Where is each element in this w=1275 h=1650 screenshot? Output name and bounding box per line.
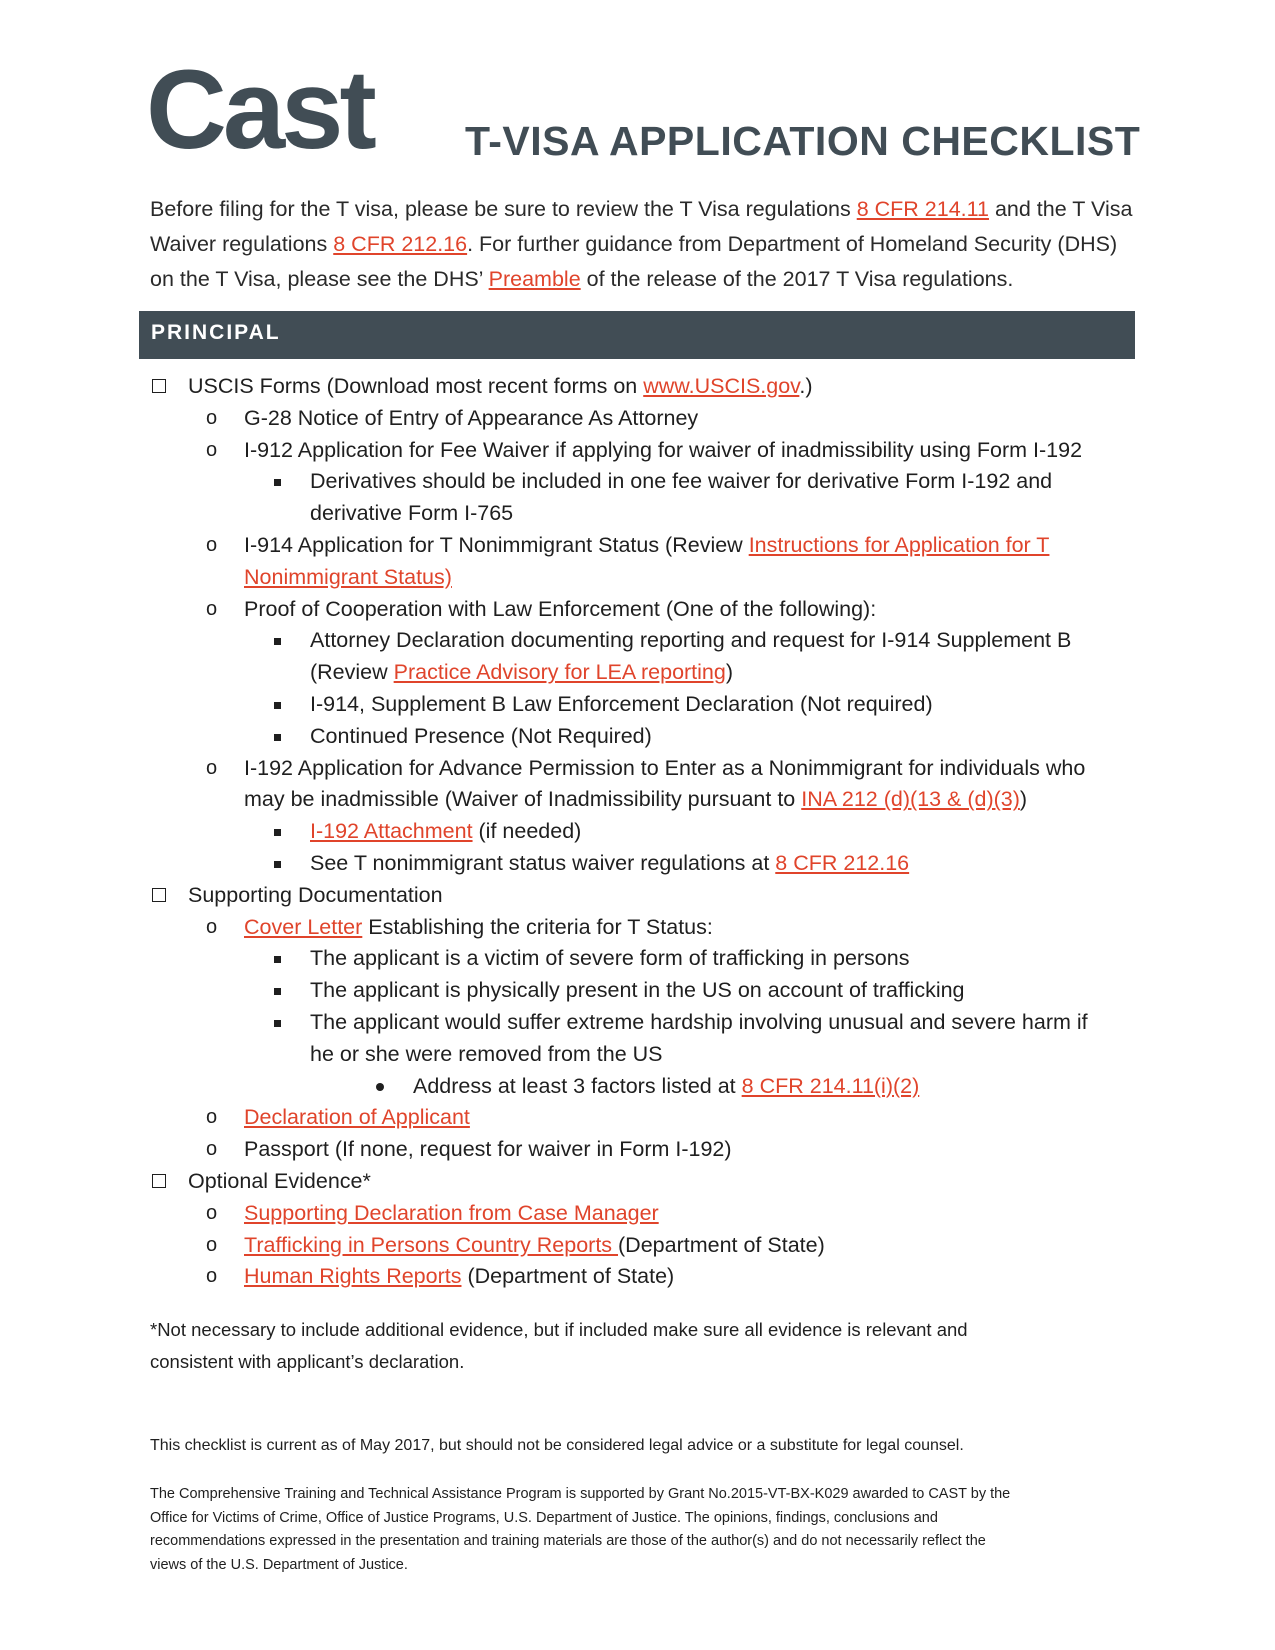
list-item xyxy=(150,1102,1140,1134)
list-item xyxy=(150,435,1140,467)
item-text: Continued Presence (Not Required) xyxy=(310,723,652,748)
link-uscis-gov[interactable]: www.USCIS.gov xyxy=(643,374,800,398)
item-text: Passport (If none, request for waiver in Form I-192) xyxy=(244,1137,732,1162)
circle-bullet-icon: o xyxy=(206,1106,218,1129)
link-i192-attachment[interactable]: I-192 Attachment xyxy=(310,819,473,844)
link-8cfr21216-waiver[interactable]: 8 CFR 212.16 xyxy=(775,850,910,875)
checklist-item-supporting-documentation xyxy=(150,880,1140,912)
link-8cfr21411i2[interactable]: 8 CFR 214.11(i)(2) xyxy=(741,1073,920,1098)
item-text: USCIS Forms (Download most recent forms on xyxy=(188,374,644,398)
circle-bullet-icon: o xyxy=(206,597,218,620)
link-preamble[interactable]: Preamble xyxy=(488,267,581,291)
checklist-item-uscis-forms xyxy=(150,371,1140,403)
link-human-rights-reports[interactable]: Human Rights Reports xyxy=(244,1264,462,1289)
checkbox-icon[interactable] xyxy=(152,1174,166,1188)
list-item xyxy=(150,466,1140,498)
item-text: The applicant would suffer extreme hardship involving unusual and severe harm if xyxy=(310,1009,1088,1034)
item-text: he or she were removed from the US xyxy=(310,1041,663,1066)
item-text: Proof of Cooperation with Law Enforcement (One of the following): xyxy=(244,596,877,621)
footnote-line: consistent with applicant’s declaration. xyxy=(150,1351,465,1372)
list-item xyxy=(150,530,1140,562)
item-text: Optional Evidence* xyxy=(188,1168,371,1193)
list-item xyxy=(150,943,1140,975)
footnote-line: *Not necessary to include additional evidence, but if included make sure all evidence is relevant and xyxy=(150,1319,968,1340)
link-8cfr21216[interactable]: 8 CFR 212.16 xyxy=(333,232,468,256)
link-ina-212[interactable]: INA 212 (d)(13 & (d)(3) xyxy=(801,787,1020,812)
item-text: derivative Form I-765 xyxy=(310,501,514,526)
list-item xyxy=(150,403,1140,435)
circle-bullet-icon: o xyxy=(206,915,218,938)
item-text: may be inadmissible (Waiver of Inadmissibility pursuant to xyxy=(244,787,802,812)
link-case-manager-declaration[interactable]: Supporting Declaration from Case Manager xyxy=(244,1200,659,1225)
square-bullet-icon xyxy=(274,988,281,995)
circle-bullet-icon: o xyxy=(206,533,218,556)
item-text: The applicant is physically present in the US on account of trafficking xyxy=(310,978,965,1003)
footnote xyxy=(150,1314,1140,1378)
item-text: Attorney Declaration documenting reporting and request for I-914 Supplement B xyxy=(310,628,1072,653)
square-bullet-icon xyxy=(274,734,281,741)
cast-logo: Cast xyxy=(146,47,373,172)
square-bullet-icon xyxy=(274,1020,281,1027)
circle-bullet-icon: o xyxy=(206,1138,218,1161)
item-text: (Department of State) xyxy=(461,1264,675,1289)
list-item xyxy=(150,594,1140,626)
item-text: I-914, Supplement B Law Enforcement Declaration (Not required) xyxy=(310,691,933,716)
disclaimer: This checklist is current as of May 2017, but should not be considered legal advice or a substitute for legal counsel. xyxy=(150,1437,964,1454)
list-item xyxy=(150,816,1140,848)
list-item xyxy=(150,1134,1140,1166)
item-text: See T nonimmigrant status waiver regulations at xyxy=(310,850,776,875)
item-text: (if needed) xyxy=(472,819,582,844)
square-bullet-icon xyxy=(274,702,281,709)
item-text: G-28 Notice of Entry of Appearance As Attorney xyxy=(244,405,699,430)
link-i914-instructions[interactable]: Instructions for Application for T xyxy=(748,532,1050,557)
square-bullet-icon xyxy=(274,861,281,868)
item-text: Address at least 3 factors listed at xyxy=(413,1073,742,1098)
funding-statement xyxy=(150,1483,1120,1577)
list-item xyxy=(150,1261,1140,1293)
list-item xyxy=(150,1007,1140,1039)
square-bullet-icon xyxy=(274,829,281,836)
link-declaration-of-applicant[interactable]: Declaration of Applicant xyxy=(244,1105,470,1130)
page-title: T-VISA APPLICATION CHECKLIST xyxy=(465,118,1141,164)
list-item xyxy=(150,721,1140,753)
item-text: .) xyxy=(799,374,813,398)
circle-bullet-icon: o xyxy=(206,406,218,429)
item-text: (Department of State) xyxy=(618,1232,825,1257)
checkbox-icon[interactable] xyxy=(152,379,166,393)
list-item-continued xyxy=(150,784,1140,816)
funding-line: Office for Victims of Crime, Office of Justice Programs, U.S. Department of Justice. The opinions, findings, conclusions and xyxy=(150,1509,938,1526)
link-practice-advisory[interactable]: Practice Advisory for LEA reporting xyxy=(393,660,726,685)
item-text: ) xyxy=(1019,787,1028,812)
item-text: I-192 Application for Advance Permission to Enter as a Nonimmigrant for individuals who xyxy=(244,755,1086,780)
checklist xyxy=(150,371,1140,1293)
square-bullet-icon xyxy=(274,638,281,645)
list-item xyxy=(150,1071,1140,1103)
list-item xyxy=(150,848,1140,880)
intro-text: and the T Visa Waiver regulations xyxy=(150,197,1133,256)
circle-bullet-icon: o xyxy=(206,438,218,461)
list-item-continued xyxy=(150,498,1140,530)
intro-text: of the release of the 2017 T Visa regulations. xyxy=(580,267,1014,291)
intro-paragraph xyxy=(150,192,1140,297)
item-text: (Review xyxy=(310,660,394,685)
list-item xyxy=(150,975,1140,1007)
list-item xyxy=(150,753,1140,785)
item-text: The applicant is a victim of severe form of trafficking in persons xyxy=(310,946,910,971)
funding-line: recommendations expressed in the presentation and training materials are those of the author(s) and do not necessarily reflect the xyxy=(150,1533,986,1549)
item-text: ) xyxy=(725,660,734,685)
link-i914-instructions[interactable]: Nonimmigrant Status) xyxy=(244,564,452,589)
section-title: PRINCIPAL xyxy=(151,321,281,344)
list-item xyxy=(150,625,1140,657)
list-item-continued xyxy=(150,562,1140,594)
item-text: I-912 Application for Fee Waiver if applying for waiver of inadmissibility using Form I-192 xyxy=(244,437,1083,462)
square-bullet-icon xyxy=(274,479,281,486)
circle-bullet-icon: o xyxy=(206,1233,218,1256)
item-text: I-914 Application for T Nonimmigrant Status (Review xyxy=(244,532,749,557)
link-cover-letter[interactable]: Cover Letter xyxy=(244,914,363,939)
section-banner xyxy=(139,311,1135,359)
circle-bullet-icon: o xyxy=(206,756,218,779)
circle-bullet-icon: o xyxy=(206,1201,218,1224)
checkbox-icon[interactable] xyxy=(152,888,166,902)
link-tip-reports[interactable]: Trafficking in Persons Country Reports xyxy=(244,1232,619,1257)
dot-bullet-icon xyxy=(376,1083,384,1091)
item-text: Derivatives should be included in one fee waiver for derivative Form I-192 and xyxy=(310,469,1053,494)
list-item-continued xyxy=(150,657,1140,689)
list-item xyxy=(150,1198,1140,1230)
list-item xyxy=(150,689,1140,721)
list-item xyxy=(150,912,1140,944)
list-item xyxy=(150,1230,1140,1262)
link-8cfr21411[interactable]: 8 CFR 214.11 xyxy=(856,197,989,221)
intro-text: Before filing for the T visa, please be sure to review the T Visa regulations xyxy=(150,197,857,221)
checklist-item-optional-evidence xyxy=(150,1166,1140,1198)
intro-text: . For further guidance from Department of Homeland Security (DHS) on the T Visa, please see the DHS’ xyxy=(150,232,1118,291)
list-item-continued xyxy=(150,1039,1140,1071)
item-text: Establishing the criteria for T Status: xyxy=(362,914,713,939)
funding-line: The Comprehensive Training and Technical Assistance Program is supported by Grant No.2015-VT-BX-K029 awarded to CAST by the xyxy=(150,1486,1011,1502)
circle-bullet-icon: o xyxy=(206,1265,218,1288)
square-bullet-icon xyxy=(274,956,281,963)
item-text: Supporting Documentation xyxy=(188,882,443,907)
funding-line: views of the U.S. Department of Justice. xyxy=(150,1556,408,1573)
